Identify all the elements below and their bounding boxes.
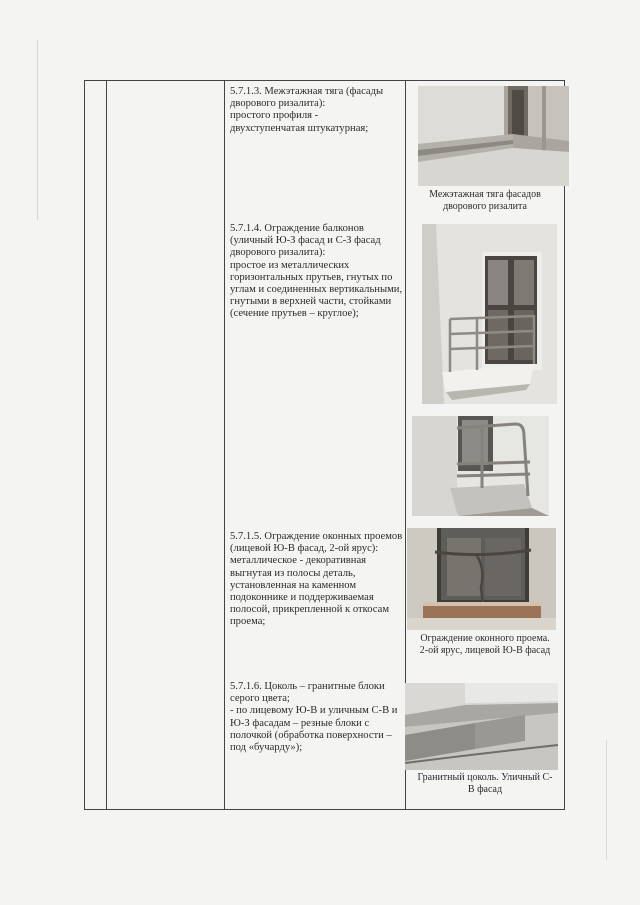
interfloor-cornice-caption: Межэтажная тяга фасадов дворового ризалита: [429, 189, 541, 212]
interfloor-cornice-photo: [418, 86, 569, 186]
table-left-border: [84, 80, 85, 810]
window-railing-caption: Ограждение оконного проема. 2-ой ярус, лицевой Ю-В фасад: [419, 633, 551, 656]
granite-plinth-photo: [405, 683, 558, 770]
section-5-7-1-6-text: 5.7.1.6. Цоколь – гранитные блоки серого цвета; - по лицевому Ю-В и уличным С-В и Ю-З фасадам – резные блоки с полочкой (обработка поверхности – под «бучарду»);: [230, 681, 398, 754]
scan-edge-mark: [606, 740, 607, 860]
scan-edge-mark: [37, 40, 38, 220]
window-railing-photo: [407, 528, 556, 630]
table-column-divider: [106, 80, 107, 810]
section-5-7-1-5-text: 5.7.1.5. Ограждение оконных проемов (лицевой Ю-В фасад, 2-ой ярус): металлическое - декоративная выгнутая из полосы деталь, установленная на каменном подоконнике и поддерживаемая полосой, прикрепленной к откосам проема;: [230, 531, 403, 628]
balcony-railing-photo: [422, 224, 557, 404]
table-top-border: [84, 80, 565, 81]
granite-plinth-caption: Гранитный цоколь. Уличный С- В фасад: [417, 772, 553, 795]
table-bottom-border: [84, 809, 565, 810]
section-5-7-1-4-text: 5.7.1.4. Ограждение балконов (уличный Ю-З фасад и С-З фасад дворового ризалита): простое из металлических горизонтальных прутьев, гнутых по углам и соединенных вертикальными, гнутыми в верхней части, стойками (сечение прутьев – круглое);: [230, 223, 403, 320]
section-5-7-1-3-text: 5.7.1.3. Межэтажная тяга (фасады дворового ризалита): простого профиля - двухступенчатая штукатурная;: [230, 86, 384, 134]
balcony-railing-closeup-photo: [412, 416, 549, 516]
table-column-divider: [224, 80, 225, 810]
